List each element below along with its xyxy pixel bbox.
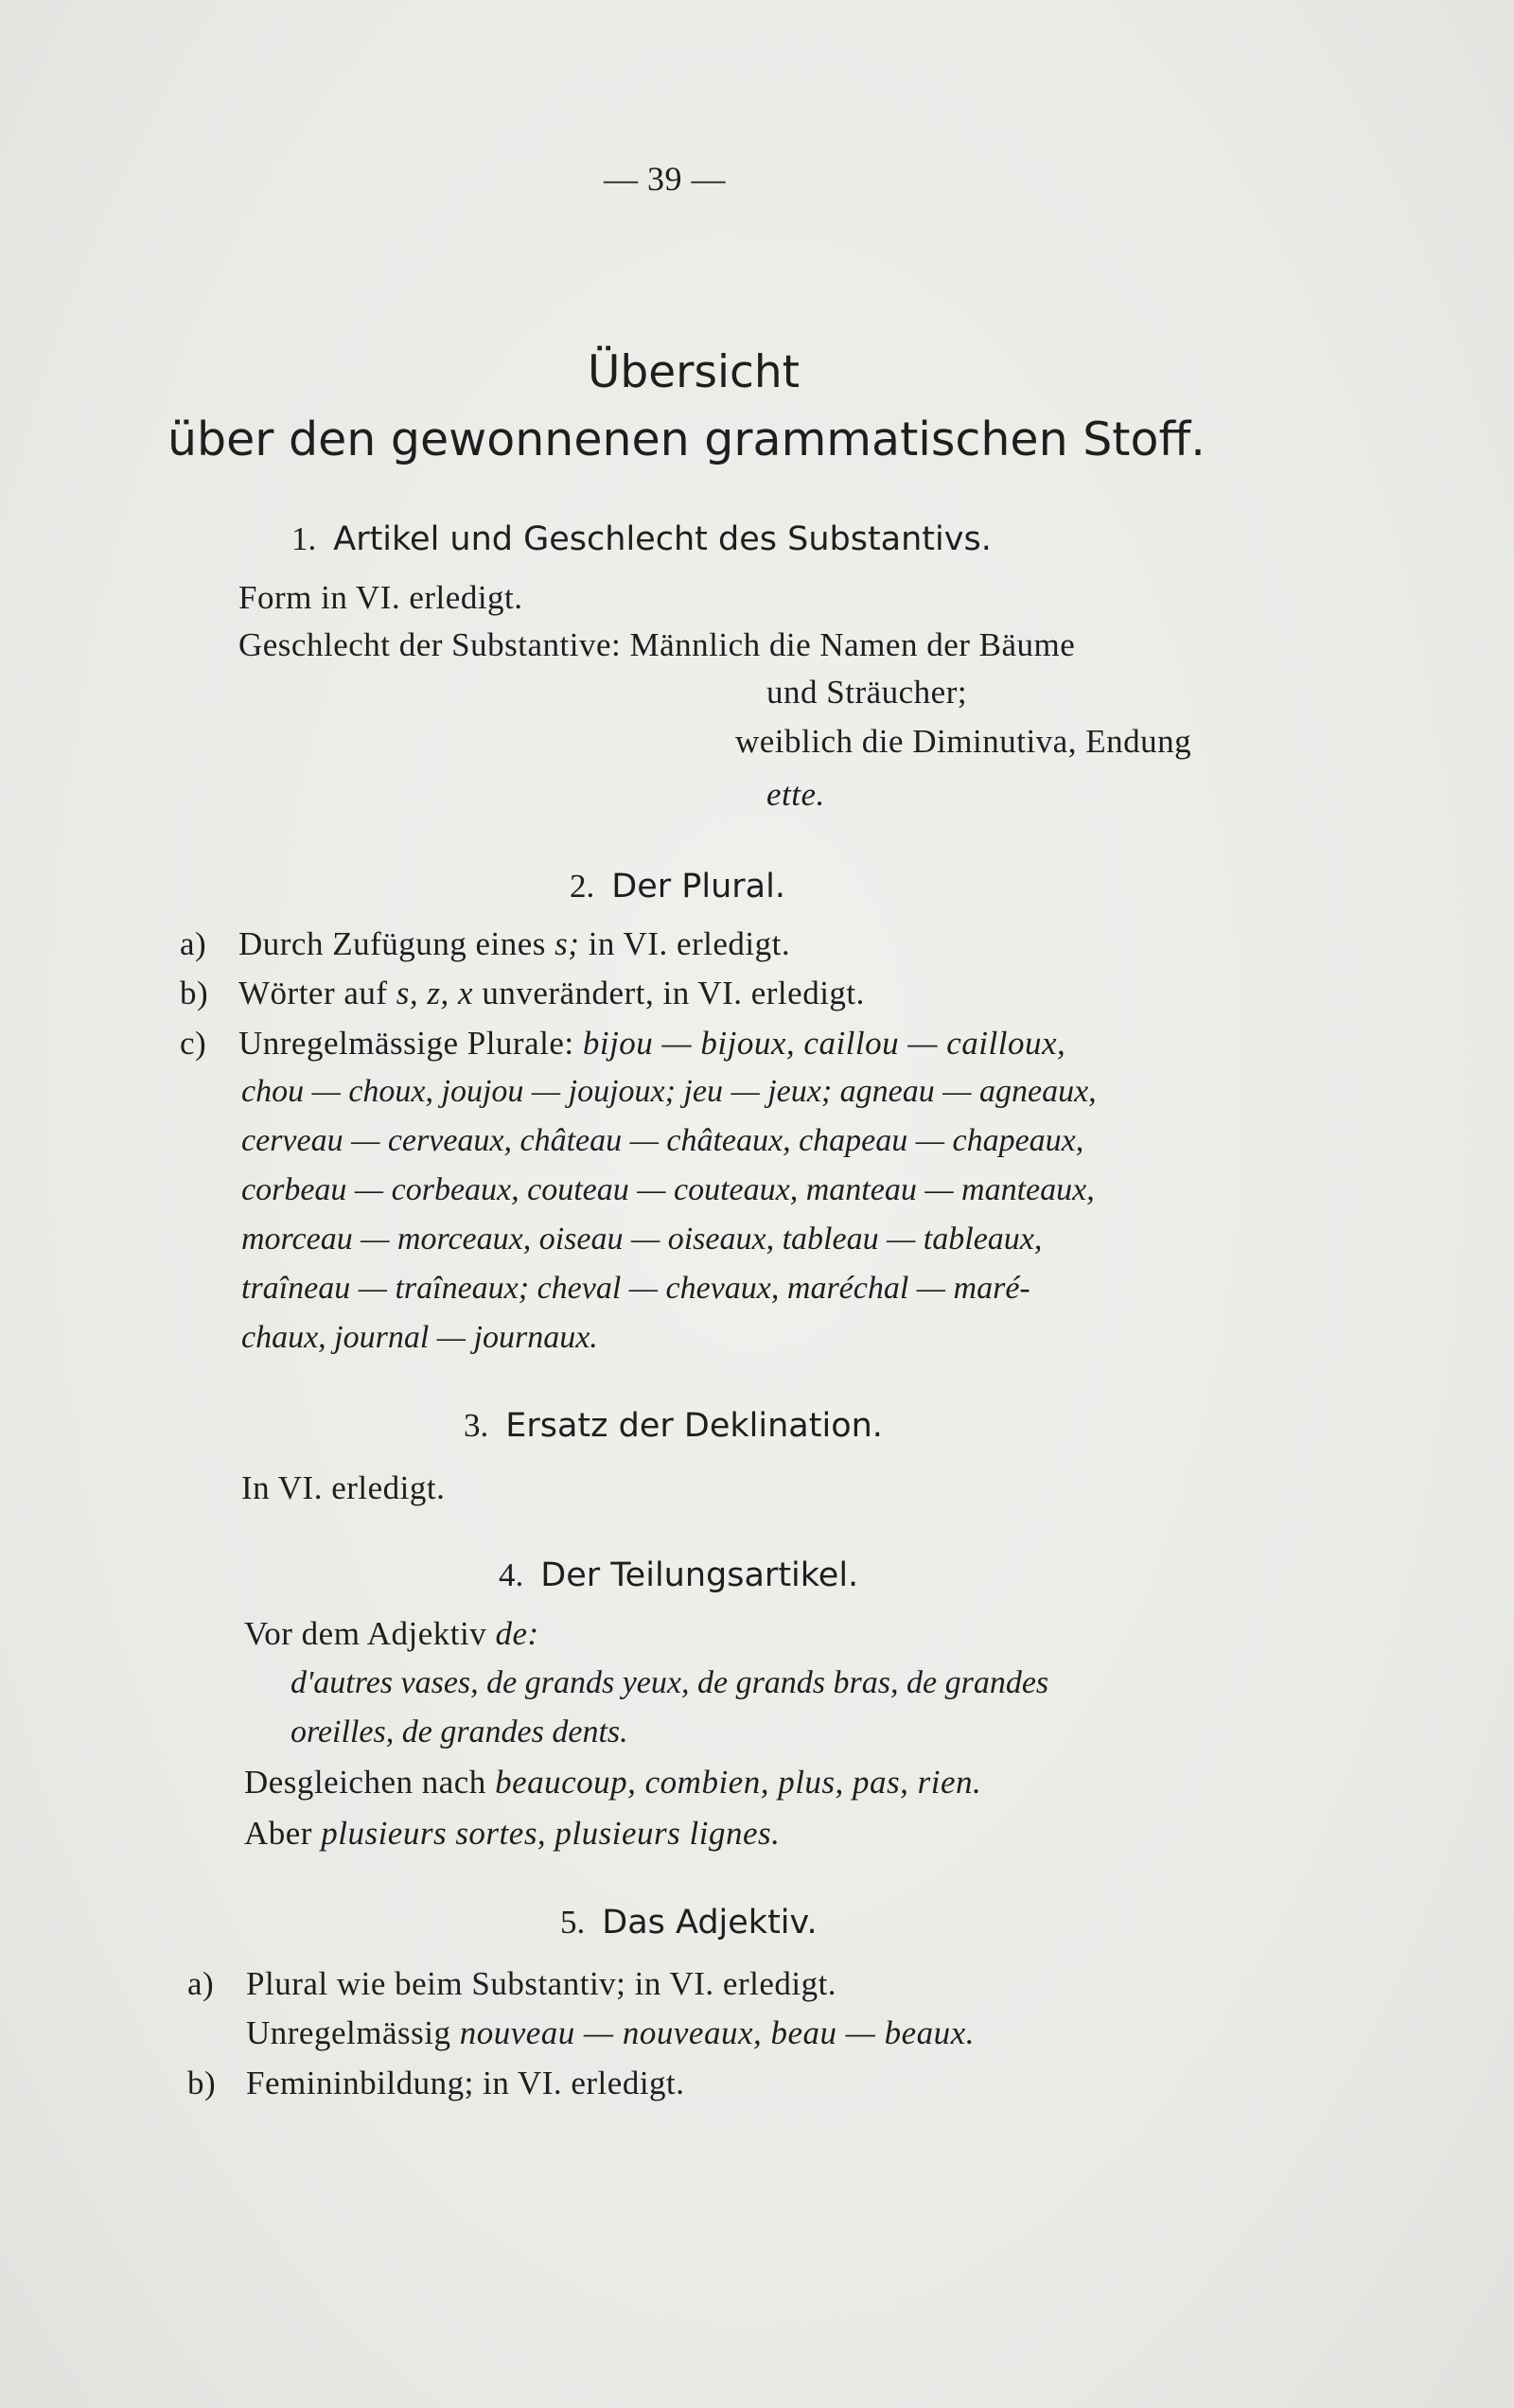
section-1-gender-cont-1: und Sträucher; <box>766 674 968 711</box>
plural-line-3: corbeau — corbeaux, couteau — couteaux, manteau — manteaux, <box>241 1172 1095 1207</box>
section-1-number: 1. <box>291 520 317 557</box>
plural-line-1: chou — choux, joujou — joujoux; jeu — jeux; agneau — agneaux, <box>241 1074 1097 1109</box>
section-2-a-label: a) <box>180 925 207 962</box>
section-2-b-label: b) <box>180 975 209 1011</box>
section-4-title: Der Teilungsartikel. <box>540 1556 859 1594</box>
plural-line-0: bijou — bijoux, caillou — cailloux, <box>582 1025 1066 1062</box>
section-3-number: 3. <box>464 1407 489 1444</box>
section-4-line-4: Desgleichen nach beaucoup, combien, plus, pas, rien. <box>244 1764 982 1801</box>
section-2-a: Durch Zufügung eines s; in VI. erledigt. <box>238 925 791 962</box>
section-4-line-1: Vor dem Adjektiv de: <box>244 1615 539 1652</box>
section-2-b: Wörter auf s, z, x unverändert, in VI. erledigt. <box>238 975 865 1011</box>
section-2-c: Unregelmässige Plurale: bijou — bijoux, caillou — cailloux, <box>238 1025 1066 1062</box>
section-5-number: 5. <box>560 1904 586 1941</box>
section-5-heading <box>560 1904 818 1942</box>
section-3-heading <box>464 1407 883 1445</box>
section-4-line-2: d'autres vases, de grands yeux, de grands bras, de grandes <box>290 1665 1049 1700</box>
section-1-gender-cont-2: weiblich die Diminutiva, Endung <box>735 723 1192 760</box>
section-5-a2: Unregelmässig nouveau — nouveaux, beau — beaux. <box>246 2014 975 2051</box>
section-1-form: Form in VI. erledigt. <box>238 579 523 616</box>
section-2-number: 2. <box>570 868 595 905</box>
title-line-1: Übersicht <box>588 346 801 398</box>
section-4-heading <box>499 1556 858 1594</box>
section-5-title: Das Adjektiv. <box>602 1904 818 1942</box>
section-2-heading <box>570 868 785 905</box>
plural-line-5: traîneau — traîneaux; cheval — chevaux, maréchal — maré- <box>241 1271 1030 1306</box>
section-3-text: In VI. erledigt. <box>241 1469 446 1506</box>
section-5-b-label: b) <box>187 2065 217 2101</box>
section-4-line-3: oreilles, de grandes dents. <box>290 1714 628 1749</box>
section-1-gender: Geschlecht der Substantive: Männlich die Namen der Bäume <box>238 626 1076 663</box>
section-1-title: Artikel und Geschlecht des Substantivs. <box>333 520 992 558</box>
section-4-number: 4. <box>499 1556 524 1593</box>
section-2-c-label: c) <box>180 1025 207 1062</box>
section-2-title: Der Plural. <box>611 868 785 905</box>
section-5-b: Femininbildung; in VI. erledigt. <box>246 2065 685 2101</box>
plural-line-6: chaux, journal — journaux. <box>241 1320 598 1355</box>
section-4-line-5: Aber plusieurs sortes, plusieurs lignes. <box>244 1815 781 1852</box>
section-1-gender-cont-3: ette. <box>766 776 825 813</box>
section-5-a-label: a) <box>187 1965 215 2002</box>
page-number: — 39 — <box>604 160 726 198</box>
title-line-2: über den gewonnenen grammatischen Stoff. <box>167 413 1206 466</box>
section-5-a: Plural wie beim Substantiv; in VI. erledigt. <box>246 1965 837 2002</box>
section-1-heading <box>291 520 992 558</box>
plural-line-2: cerveau — cerveaux, château — châteaux, chapeau — chapeaux, <box>241 1123 1084 1158</box>
plural-line-4: morceau — morceaux, oiseau — oiseaux, tableau — tableaux, <box>241 1222 1043 1257</box>
section-3-title: Ersatz der Deklination. <box>505 1407 883 1445</box>
